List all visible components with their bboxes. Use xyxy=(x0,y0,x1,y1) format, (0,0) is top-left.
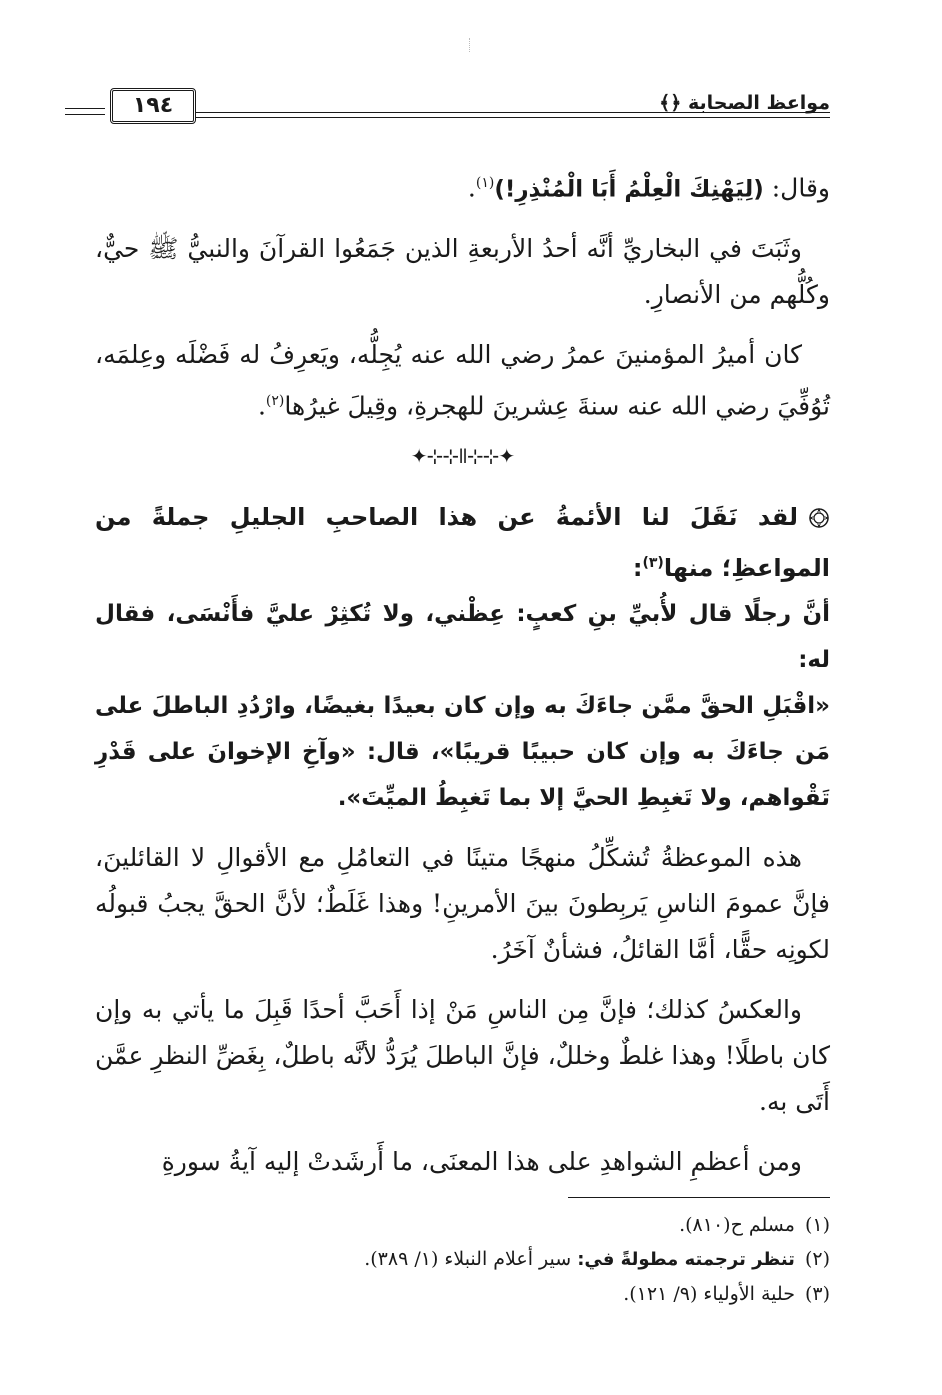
section-divider-ornament: ✦⊹⊹ǁ⊹⊹✦ xyxy=(410,443,515,468)
text-body: كان أميرُ المؤمنينَ عمرُ رضي الله عنه يُجِلُّه، ويَعرِفُ له فَضْلَه وعِلمَه، تُوُفِّيَ رضي الله عنه سنةَ عِشرينَ للهجرةِ، وقِيلَ غيرُها xyxy=(95,340,830,421)
paragraph: وثَبَتَ في البخاريِّ أنَّه أحدُ الأربعةِ الذين جَمَعُوا القرآنَ والنبيُّ ﷺ حيٌّ، وكُلُّهم من الأنصارِ. xyxy=(95,234,830,310)
footnotes xyxy=(95,1208,830,1311)
paragraph xyxy=(95,160,830,212)
header-rule xyxy=(195,117,830,118)
footnote-separator xyxy=(568,1197,830,1198)
text-tail: . xyxy=(257,391,266,421)
quoted-phrase: (لِيَهْنِكَ الْعِلْمُ أَبَا الْمُنْذِرِ!) xyxy=(494,176,764,203)
footnote xyxy=(95,1277,830,1311)
narration-quote: «اقْبَلِ الحقَّ ممَّن جاءَكَ به وإن كان بعيدًا بغيضًا، وارْدُدِ الباطلَ على مَن جاءَكَ به وإن كان حبيبًا قريبًا»، قال: «وآخِ الإخوانَ على قَدْرِ تَقْواهم، ولا تَغبِطِ الحيَّ إلا بما تَغبِطُ الميِّتَ». xyxy=(95,692,830,811)
footnote-text: مسلم ح(٨١٠). xyxy=(679,1214,795,1236)
header-rule xyxy=(65,108,105,109)
heading-text: لقد نَقَلَ لنا الأئمةُ عن هذا الصاحبِ الجليلِ جملةً من المواعظِ؛ منها xyxy=(95,502,830,582)
heading-tail: : xyxy=(632,553,643,582)
binding-mark xyxy=(469,38,471,52)
narration-intro: أنَّ رجلًا قال لأُبيِّ بنِ كعبٍ: عِظْني، ولا تُكثِرْ عليَّ فأَنْسَى، فقال له: xyxy=(95,600,830,673)
text-tail: . xyxy=(467,173,476,203)
footnote xyxy=(95,1242,830,1277)
footnote xyxy=(95,1208,830,1242)
paragraph: والعكسُ كذلك؛ فإنَّ مِن الناسِ مَنْ إذا أَحَبَّ أحدًا قَبِلَ ما يأتي به وإن كان باطلًا! وهذا غلطٌ وخللٌ، فإنَّ الباطلَ يُرَدُّ لأنَّه باطلٌ، بِغَضِّ النظرِ عمَّن أَتَى به. xyxy=(95,994,830,1116)
header-rule xyxy=(65,114,105,115)
footnote-number: (٣) xyxy=(804,1283,830,1305)
paragraph xyxy=(95,332,830,429)
footnote-bold-text: تنظر ترجمته مطولةً في: xyxy=(577,1249,795,1270)
running-title: مواعظ الصحابة ﴿﴾ xyxy=(659,92,830,114)
page-number: ١٩٤ xyxy=(110,88,196,124)
footnote-ref: (١) xyxy=(475,175,495,191)
footnote-text: سير أعلام النبلاء (١/ ٣٨٩). xyxy=(364,1248,578,1270)
footnote-ref: (٣) xyxy=(642,554,664,571)
flower-icon xyxy=(808,507,830,529)
main-text xyxy=(95,160,830,1199)
page-header xyxy=(95,78,830,138)
paragraph: ومن أعظمِ الشواهدِ على هذا المعنَى، ما أَرشَدتْ إليه آيةُ سورةِ xyxy=(161,1146,802,1176)
footnote-number: (١) xyxy=(804,1214,830,1236)
footnote-number: (٢) xyxy=(804,1248,830,1270)
paragraph: هذه الموعظةُ تُشكِّلُ منهجًا متينًا في التعامُلِ مع الأقوالِ لا القائلينَ، فإنَّ عمومَ الناسِ يَربِطونَ بينَ الأمرينِ! وهذا غَلَطٌ؛ لأنَّ الحقَّ يجبُ قبولُه لكونِه حقًّا، أمَّا القائلُ، فشأنٌ آخَرُ. xyxy=(95,842,830,964)
section-heading xyxy=(95,494,830,591)
text-lead: وقال: xyxy=(763,173,830,203)
footnote-text: حلية الأولياء (٩/ ١٢١). xyxy=(623,1283,795,1305)
footnote-ref: (٢) xyxy=(265,393,285,410)
